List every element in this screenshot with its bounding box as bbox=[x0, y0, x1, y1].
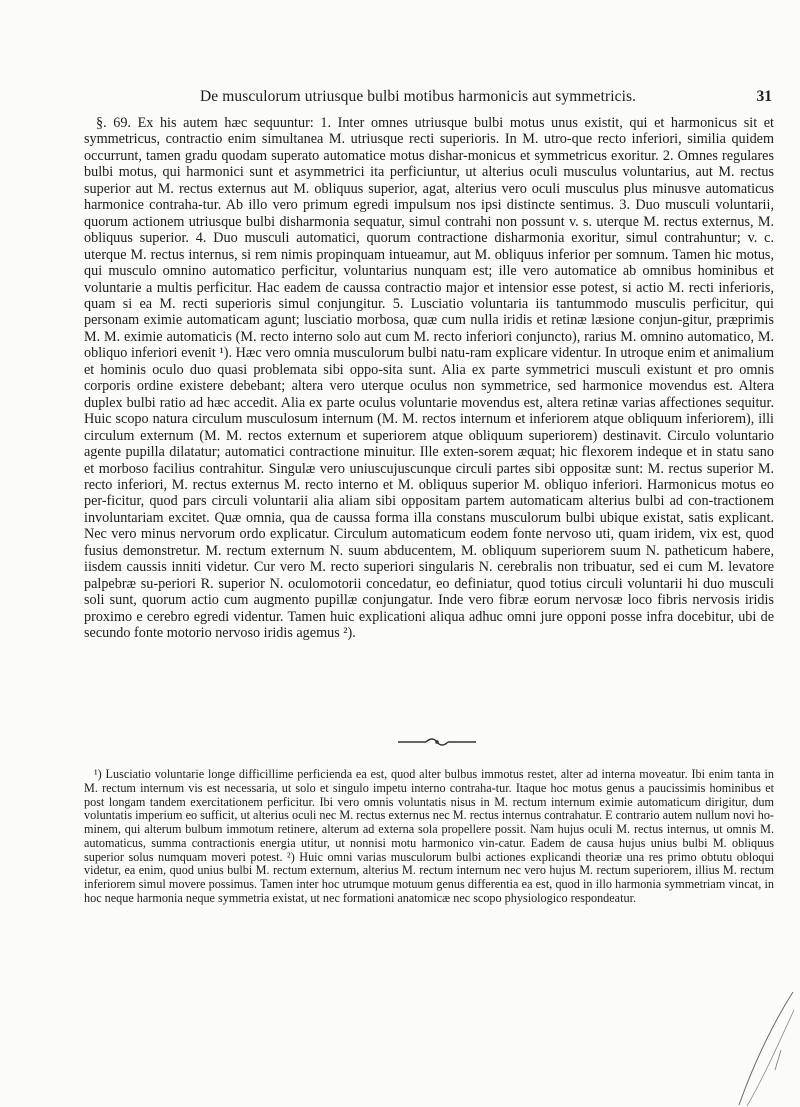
running-head bbox=[160, 88, 780, 110]
main-paragraph: §. 69. Ex his autem hæc sequuntur: 1. Inter omnes utriusque bulbi motus unus existit, qui et harmonicus sit et symmetricus, contractio enim simultanea M. utriusque recti superioris. In M. utro-que recto inferiori, similia quidem occurrunt, tamen gradu quodam superato automatice motus dishar-monicus et symmetricus exoritur. 2. Omnes regulares bulbi motus, qui harmonici sunt et asymmetrici ita perficiuntur, ut alterius oculi musculus voluntarius, aut M. rectus superior aut M. rectus externus aut M. obliquus superior, agat, alterius vero oculi musculus plus minusve automaticus harmonice contraha-tur. Ab illo vero primum egredi impulsum nos ipsi distincte sentimus. 3. Duo musculi voluntarii, quorum actionem utriusque bulbi disharmonia sequatur, simul contrahi non possunt v. s. uterque M. rectus externus, M. obliquus superior. 4. Duo musculi automatici, quorum contractione disharmonia exoritur, simul contrahuntur; v. c. uterque M. rectus internus, si rem nimis propinquam intueamur, aut M. obliquus inferior per somnum. Tamen hic motus, qui musculo omnino automatico perficitur, voluntarius nunquam est; ille vero automatice ab omnibus hominibus et voluntarie a multis perficitur. Hac eadem de caussa contractio major et intensior esse potest, si actio M. recti inferioris, quam si ea M. recti superioris simul conjungitur. 5. Lusciatio voluntaria iis tantummodo musculis perficitur, qui personam eximie automaticam agunt; lusciatio morbosa, quæ cum nulla iridis et retinæ læsione conjun-gitur, præprimis M. M. eximie automaticis (M. recto interno solo aut cum M. recto inferiori conjuncto), rarius M. omnino automatico, M. obliquo inferiori evenit ¹). Hæc vero omnia musculorum bulbi natu-ram explicare videntur. In utroque enim et animalium et hominis oculo duo quasi problemata sibi oppo-sita sunt. Alia ex parte symmetrici musculi existunt et pro omnis corporis ordine existere debebant; altera vero uterque oculus non symmetrice, sed harmonice movendus est. Altera duplex bulbi ratio ad hæc accedit. Alia ex parte oculus voluntarie movendus est, altera retinæ varias affectiones sequitur. Huic scopo natura circulum musculosum internum (M. M. rectos internum et inferiorem atque obliquum inferiorem), illi circulum externum (M. M. rectos externum et superiorem atque obliquum superiorem) destinavit. Circulo voluntario agente pupilla dilatatur; automatici contractione minuitur. Ille exten-sorem æquat; hic flexorem indeque et in statu sano et morboso facilius contrahitur. Singulæ vero uniuscujuscunque circuli partes sibi oppositæ sunt: M. rectus superior M. recto inferiori, M. rectus externus M. recto interno et M. obliquus superior M. obliquo inferiori. Harmonicus motus eo per-ficitur, quod pars circuli voluntarii alia aliam sibi oppositam partem automaticam alterius bulbi ad con-tractionem involuntariam excitet. Quæ omnia, qua de caussa forma illa constans musculorum bulbi ubique existat, satis explicant. Nec vero minus nervorum ordo explicatur. Circulum automaticum eodem fonte nervoso uti, quam iridem, vix est, quod fusius demonstretur. M. rectum externum N. suum abducentem, M. obliquum superiorem suum N. patheticum habere, iisdem caussis inniti videtur. Cur vero M. recto superiori singularis N. cerebralis non tribuatur, sed ei cum M. levatore palpebræ su-periori R. superior N. oculomotorii concedatur, eo definiatur, quod totius circuli voluntarii hi duo musculi soli sunt, quorum actio cum augmento pupillæ conjungatur. Inde vero fibræ eorum nervosæ loco fibris nervosis iridis proximo e cerebro egredi videntur. Tamen huic explicationi aliqua adhuc omni jure opponi posse infra docebitur, ubi de secundo fonte motorio nervoso iridis agemus ²). bbox=[84, 115, 774, 642]
ornamental-separator bbox=[396, 738, 478, 746]
page-number: 31 bbox=[756, 88, 772, 105]
footnote: ¹) Lusciatio voluntarie longe difficillime perficienda ea est, quod alter bulbus immotus restet, alter ad interna moveatur. Ibi enim tanta in M. rectum internum vis est necessaria, ut solo et singulo impetu interno contraha-tur. Itaque hoc motus genus a paucissimis hominibus et post longam tandem exercitationem perficitur. Ibi vero omnis voluntatis nisus in M. rectum internum eximie automaticum dirigitur, dum voluntatis imperium eo sufficit, ut alterius oculi nec M. rectus externus nec M. rectus internus contrahatur. E contrario autem nullum novi ho-minem, qui alterum bulbum immotum retinere, alterum ad externa sola propellere possit. Nam hujus oculi M. rectus internus, ut omnis M. automaticus, summa contractionis energia utitur, ut nonnisi motu harmonico vin-catur. Eadem de causa hujus unius bulbi M. obliquus superior solus numquam moveri potest. ²) Huic omni varias musculorum bulbi actiones explicandi theoriæ una res primo obtutu obloqui videtur, ea enim, quod unius bulbi M. rectum externum, alterius M. rectum internum nec vero hujus M. rectum superiorem, illius M. rectum inferiorem simul movere possimus. Tamen inter hoc utrumque motuum genus differentia ea est, quod in illo harmonia symmetriam vincat, in hoc neque harmonia neque symmetria existat, ut nec formationi anatomicæ nec scopo physiologico respondeatur. bbox=[84, 767, 774, 905]
pencil-mark bbox=[735, 990, 795, 1107]
running-title: De musculorum utriusque bulbi motibus harmonicis aut symmetricis. bbox=[200, 88, 637, 105]
